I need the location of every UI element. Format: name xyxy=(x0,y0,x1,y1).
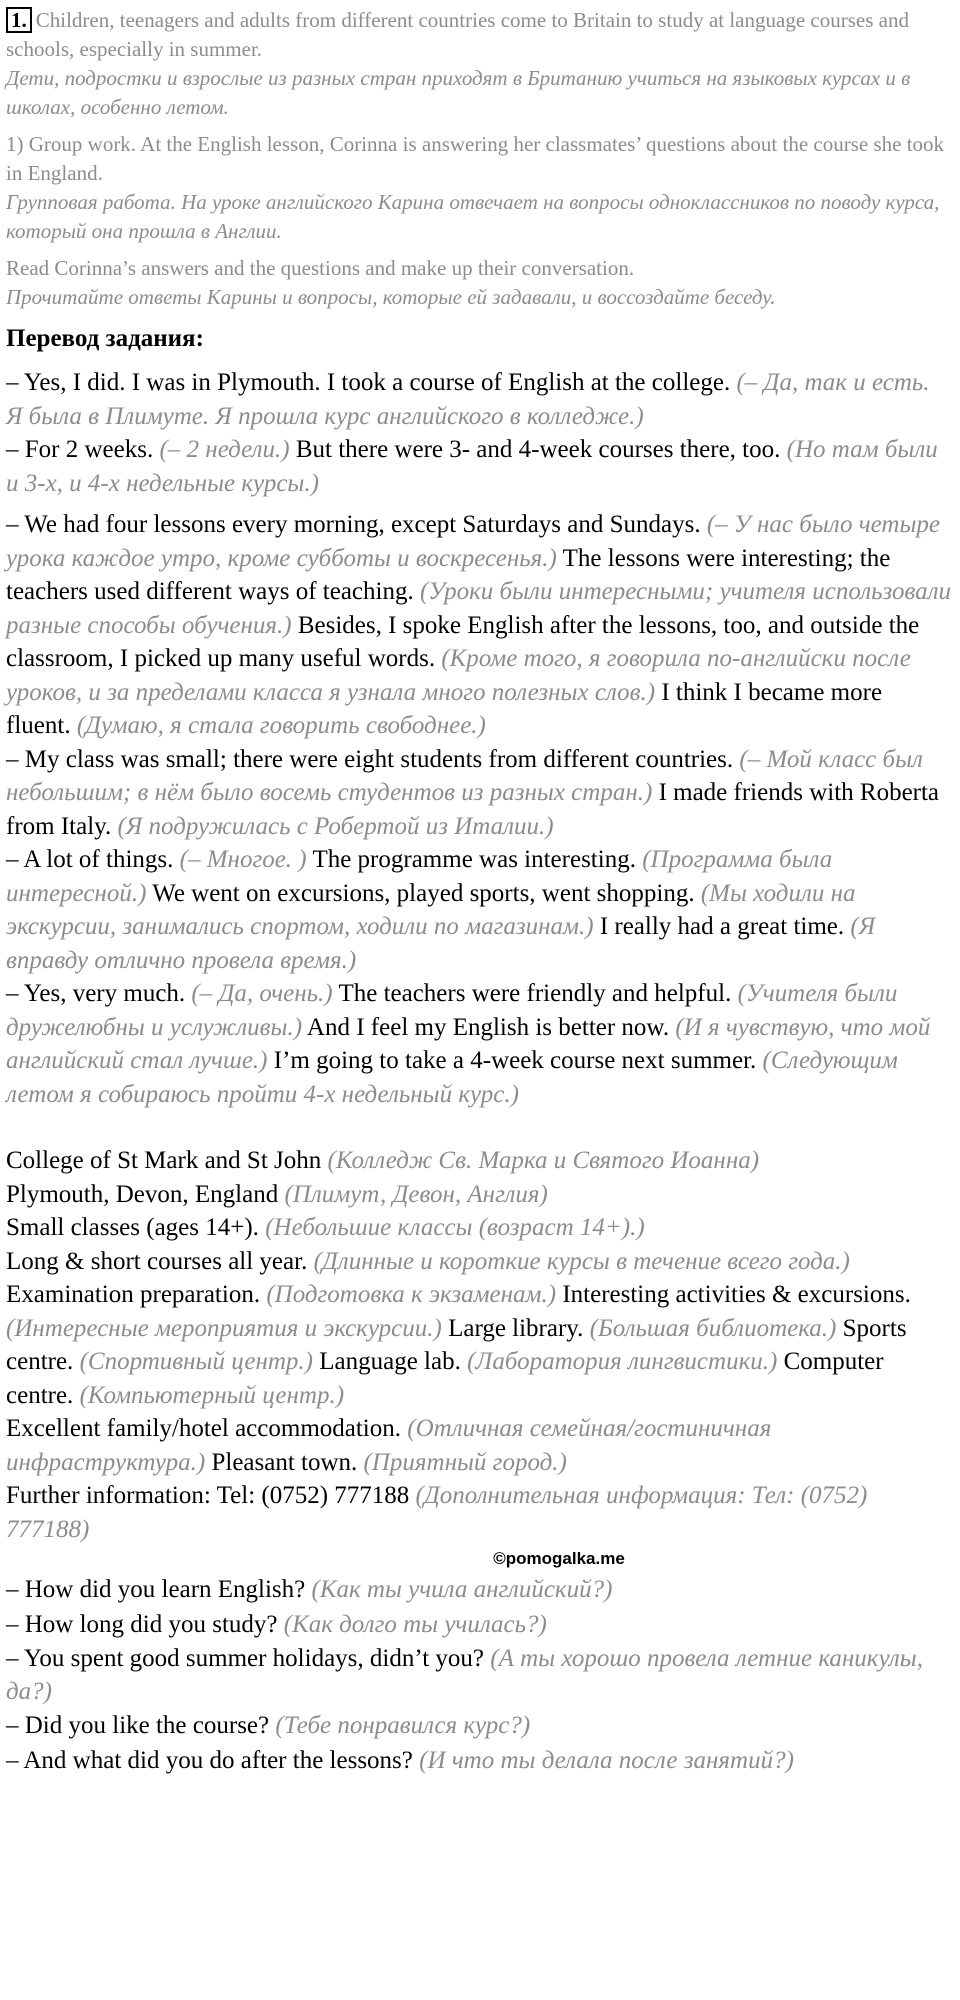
answer-en: The programme was interesting. xyxy=(312,846,636,873)
question-ru: (А ты хорошо провела летние каникулы, да?) xyxy=(6,1645,923,1705)
answer-en: The lessons were interesting; the teachers used different ways of teaching. xyxy=(6,544,891,605)
advert-ru: (Плимут, Девон, Англия) xyxy=(284,1180,548,1208)
questions xyxy=(6,1572,952,1778)
answer-1 xyxy=(6,366,952,433)
answer-ru: (Учителя были дружелюбны и услужливы.) xyxy=(6,980,898,1041)
advert-en: Pleasant town. xyxy=(211,1448,358,1476)
answer-en: But there were 3- and 4-week courses there, too. xyxy=(295,436,781,463)
answer-en: I think I became more fluent. xyxy=(6,678,883,739)
answer-en: – We had four lessons every morning, except Saturdays and Sundays. xyxy=(6,511,701,538)
advert-ru: (Отличная семейная/гостиничная инфраструктура.) xyxy=(6,1415,772,1476)
answer-ru: (Я вправду отлично провела время.) xyxy=(6,913,876,974)
instruction-en: Read Corinna’s answers and the questions and make up their conversation. xyxy=(6,256,635,280)
answer-ru: (– Да, так и есть. Я была в Плимуте. Я прошла курс английского в колледже.) xyxy=(6,369,930,430)
instruction-ru: Прочитайте ответы Карины и вопросы, которые ей задавали, и воссоздайте беседу. xyxy=(6,285,776,309)
answer-en: Besides, I spoke English after the lessons, too, and outside the classroom, I picked up many useful words. xyxy=(6,611,920,672)
advert-ru: (Интересные мероприятия и экскурсии.) xyxy=(6,1314,442,1342)
advert-ru: (Спортивный центр.) xyxy=(79,1348,313,1375)
intro-en: Children, teenagers and adults from different countries come to Britain to study at language courses and schools, especially in summer. xyxy=(6,8,909,61)
answer-ru: (Кроме того, я говорила по-английски после уроков, и за пределами класса я узнала много полезных слов.) xyxy=(6,645,911,706)
answer-5 xyxy=(6,843,952,977)
answer-en: I made friends with Roberta from Italy. xyxy=(6,779,940,840)
answer-ru: (– 2 недели.) xyxy=(159,436,290,463)
advert-en: Plymouth, Devon, England xyxy=(6,1180,279,1208)
advert-ru: (Подготовка к экзаменам.) xyxy=(266,1281,557,1308)
advert-en: Large library. xyxy=(448,1314,584,1342)
task-intro xyxy=(6,6,952,122)
answer-en: I’m going to take a 4-week course next summer. xyxy=(273,1047,757,1074)
advert-line xyxy=(6,1144,952,1178)
question-ru: (Тебе понравился курс?) xyxy=(275,1712,531,1739)
answer-en: – Yes, very much. xyxy=(6,980,186,1007)
answer-en: – A lot of things. xyxy=(6,846,174,873)
advert-ru: (Длинные и короткие курсы в течение всего года.) xyxy=(313,1247,850,1275)
section-title: Перевод задания: xyxy=(6,325,204,352)
advert-ru: (Компьютерный центр.) xyxy=(79,1381,345,1409)
advert-en: Long & short courses all year. xyxy=(6,1247,308,1275)
advert-ru: (Небольшие классы (возраст 14+).) xyxy=(265,1214,645,1241)
answer-ru: (Мы ходили на экскурсии, занимались спортом, ходили по магазинам.) xyxy=(6,879,856,940)
task-header xyxy=(6,6,952,312)
question-en: – Did you like the course? xyxy=(6,1712,270,1739)
answer-ru: (– У нас было четыре урока каждое утро, кроме субботы и воскресенья.) xyxy=(6,511,940,572)
question-ru: (Как ты учила английский?) xyxy=(311,1576,613,1603)
advert-en: Small classes (ages 14+). xyxy=(6,1214,259,1241)
answer-ru: (Но там были и 3-х, и 4-х недельные курсы.) xyxy=(6,436,938,497)
answer-ru: (Программа была интересной.) xyxy=(6,846,833,907)
advert-line xyxy=(6,1211,952,1245)
answer-ru: (И я чувствую, что мой английский стал лучше.) xyxy=(6,1013,931,1074)
answer-ru: (Уроки были интересными; учителя использовали разные способы обучения.) xyxy=(6,578,952,639)
answer-en: The teachers were friendly and helpful. xyxy=(338,980,732,1007)
answer-ru: (– Да, очень.) xyxy=(191,980,333,1007)
answer-ru: (– Многое. ) xyxy=(179,846,307,873)
advert-line xyxy=(6,1412,952,1479)
advert-en: Interesting activities & excursions. xyxy=(562,1281,911,1308)
advert-en: Further information: Tel: (0752) 777188 xyxy=(6,1482,410,1509)
advert-en: Sports centre. xyxy=(6,1314,907,1375)
advert xyxy=(6,1144,952,1546)
watermark: ©pomogalka.me xyxy=(493,1549,625,1568)
answer-ru: (– Мой класс был небольшим; в нём было восемь студентов из разных стран.) xyxy=(6,745,923,806)
task-instruction xyxy=(6,254,952,312)
advert-ru: (Приятный город.) xyxy=(363,1448,567,1476)
advert-ru: (Колледж Св. Марка и Святого Иоанна) xyxy=(327,1147,760,1174)
question-item xyxy=(6,1708,952,1743)
question-en: – You spent good summer holidays, didn’t you? xyxy=(6,1645,485,1672)
question-en: – How did you learn English? xyxy=(6,1576,306,1603)
answer-6 xyxy=(6,977,952,1111)
answer-4 xyxy=(6,743,952,844)
answer-2 xyxy=(6,433,952,500)
advert-ru: (Лаборатория лингвистики.) xyxy=(467,1348,778,1375)
answer-ru: (Следующим летом я собираюсь пройти 4-х недельный курс.) xyxy=(6,1047,898,1108)
question-en: – And what did you do after the lessons? xyxy=(6,1747,413,1774)
answer-en: – For 2 weeks. xyxy=(6,436,154,463)
answer-ru: (Думаю, я стала говорить свободнее.) xyxy=(76,712,486,739)
advert-line xyxy=(6,1178,952,1212)
answer-en: – My class was small; there were eight students from different countries. xyxy=(6,745,734,773)
part1-ru: Групповая работа. На уроке английского Карина отвечает на вопросы одноклассников по поводу курса, который она прошла в Англии. xyxy=(6,190,940,243)
answer-en: – Yes, I did. I was in Plymouth. I took a course of English at the college. xyxy=(6,369,731,396)
question-en: – How long did you study? xyxy=(6,1611,278,1638)
question-item xyxy=(6,1743,952,1778)
advert-en: Examination preparation. xyxy=(6,1281,261,1308)
advert-en: College of St Mark and St John xyxy=(6,1147,322,1174)
advert-ru: (Дополнительная информация: Тел: (0752) 777188) xyxy=(6,1482,868,1543)
advert-en: Excellent family/hotel accommodation. xyxy=(6,1415,402,1442)
answer-en: We went on excursions, played sports, went shopping. xyxy=(152,879,695,907)
answer-3 xyxy=(6,508,952,743)
intro-ru: Дети, подростки и взрослые из разных стран приходят в Британию учиться на языковых курсах и в школах, особенно летом. xyxy=(6,66,911,119)
task-part-1 xyxy=(6,130,952,246)
answer-ru: (Я подружилась с Робертой из Италии.) xyxy=(117,812,554,840)
question-item xyxy=(6,1607,952,1642)
task-number: 1. xyxy=(6,7,32,33)
question-item xyxy=(6,1572,952,1607)
advert-line xyxy=(6,1479,952,1546)
advert-ru: (Большая библиотека.) xyxy=(589,1314,837,1342)
question-item xyxy=(6,1642,952,1708)
question-ru: (И что ты делала после занятий?) xyxy=(419,1747,794,1774)
answer-en: And I feel my English is better now. xyxy=(306,1013,670,1041)
advert-en: Language lab. xyxy=(319,1348,461,1375)
answer-en: I really had a great time. xyxy=(599,913,845,940)
advert-line xyxy=(6,1278,952,1412)
answers xyxy=(6,366,952,1111)
advert-line xyxy=(6,1245,952,1279)
part1-en: 1) Group work. At the English lesson, Corinna is answering her classmates’ questions about the course she took in England. xyxy=(6,132,945,185)
advert-en: Computer centre. xyxy=(6,1348,884,1409)
question-ru: (Как долго ты училась?) xyxy=(283,1611,547,1638)
